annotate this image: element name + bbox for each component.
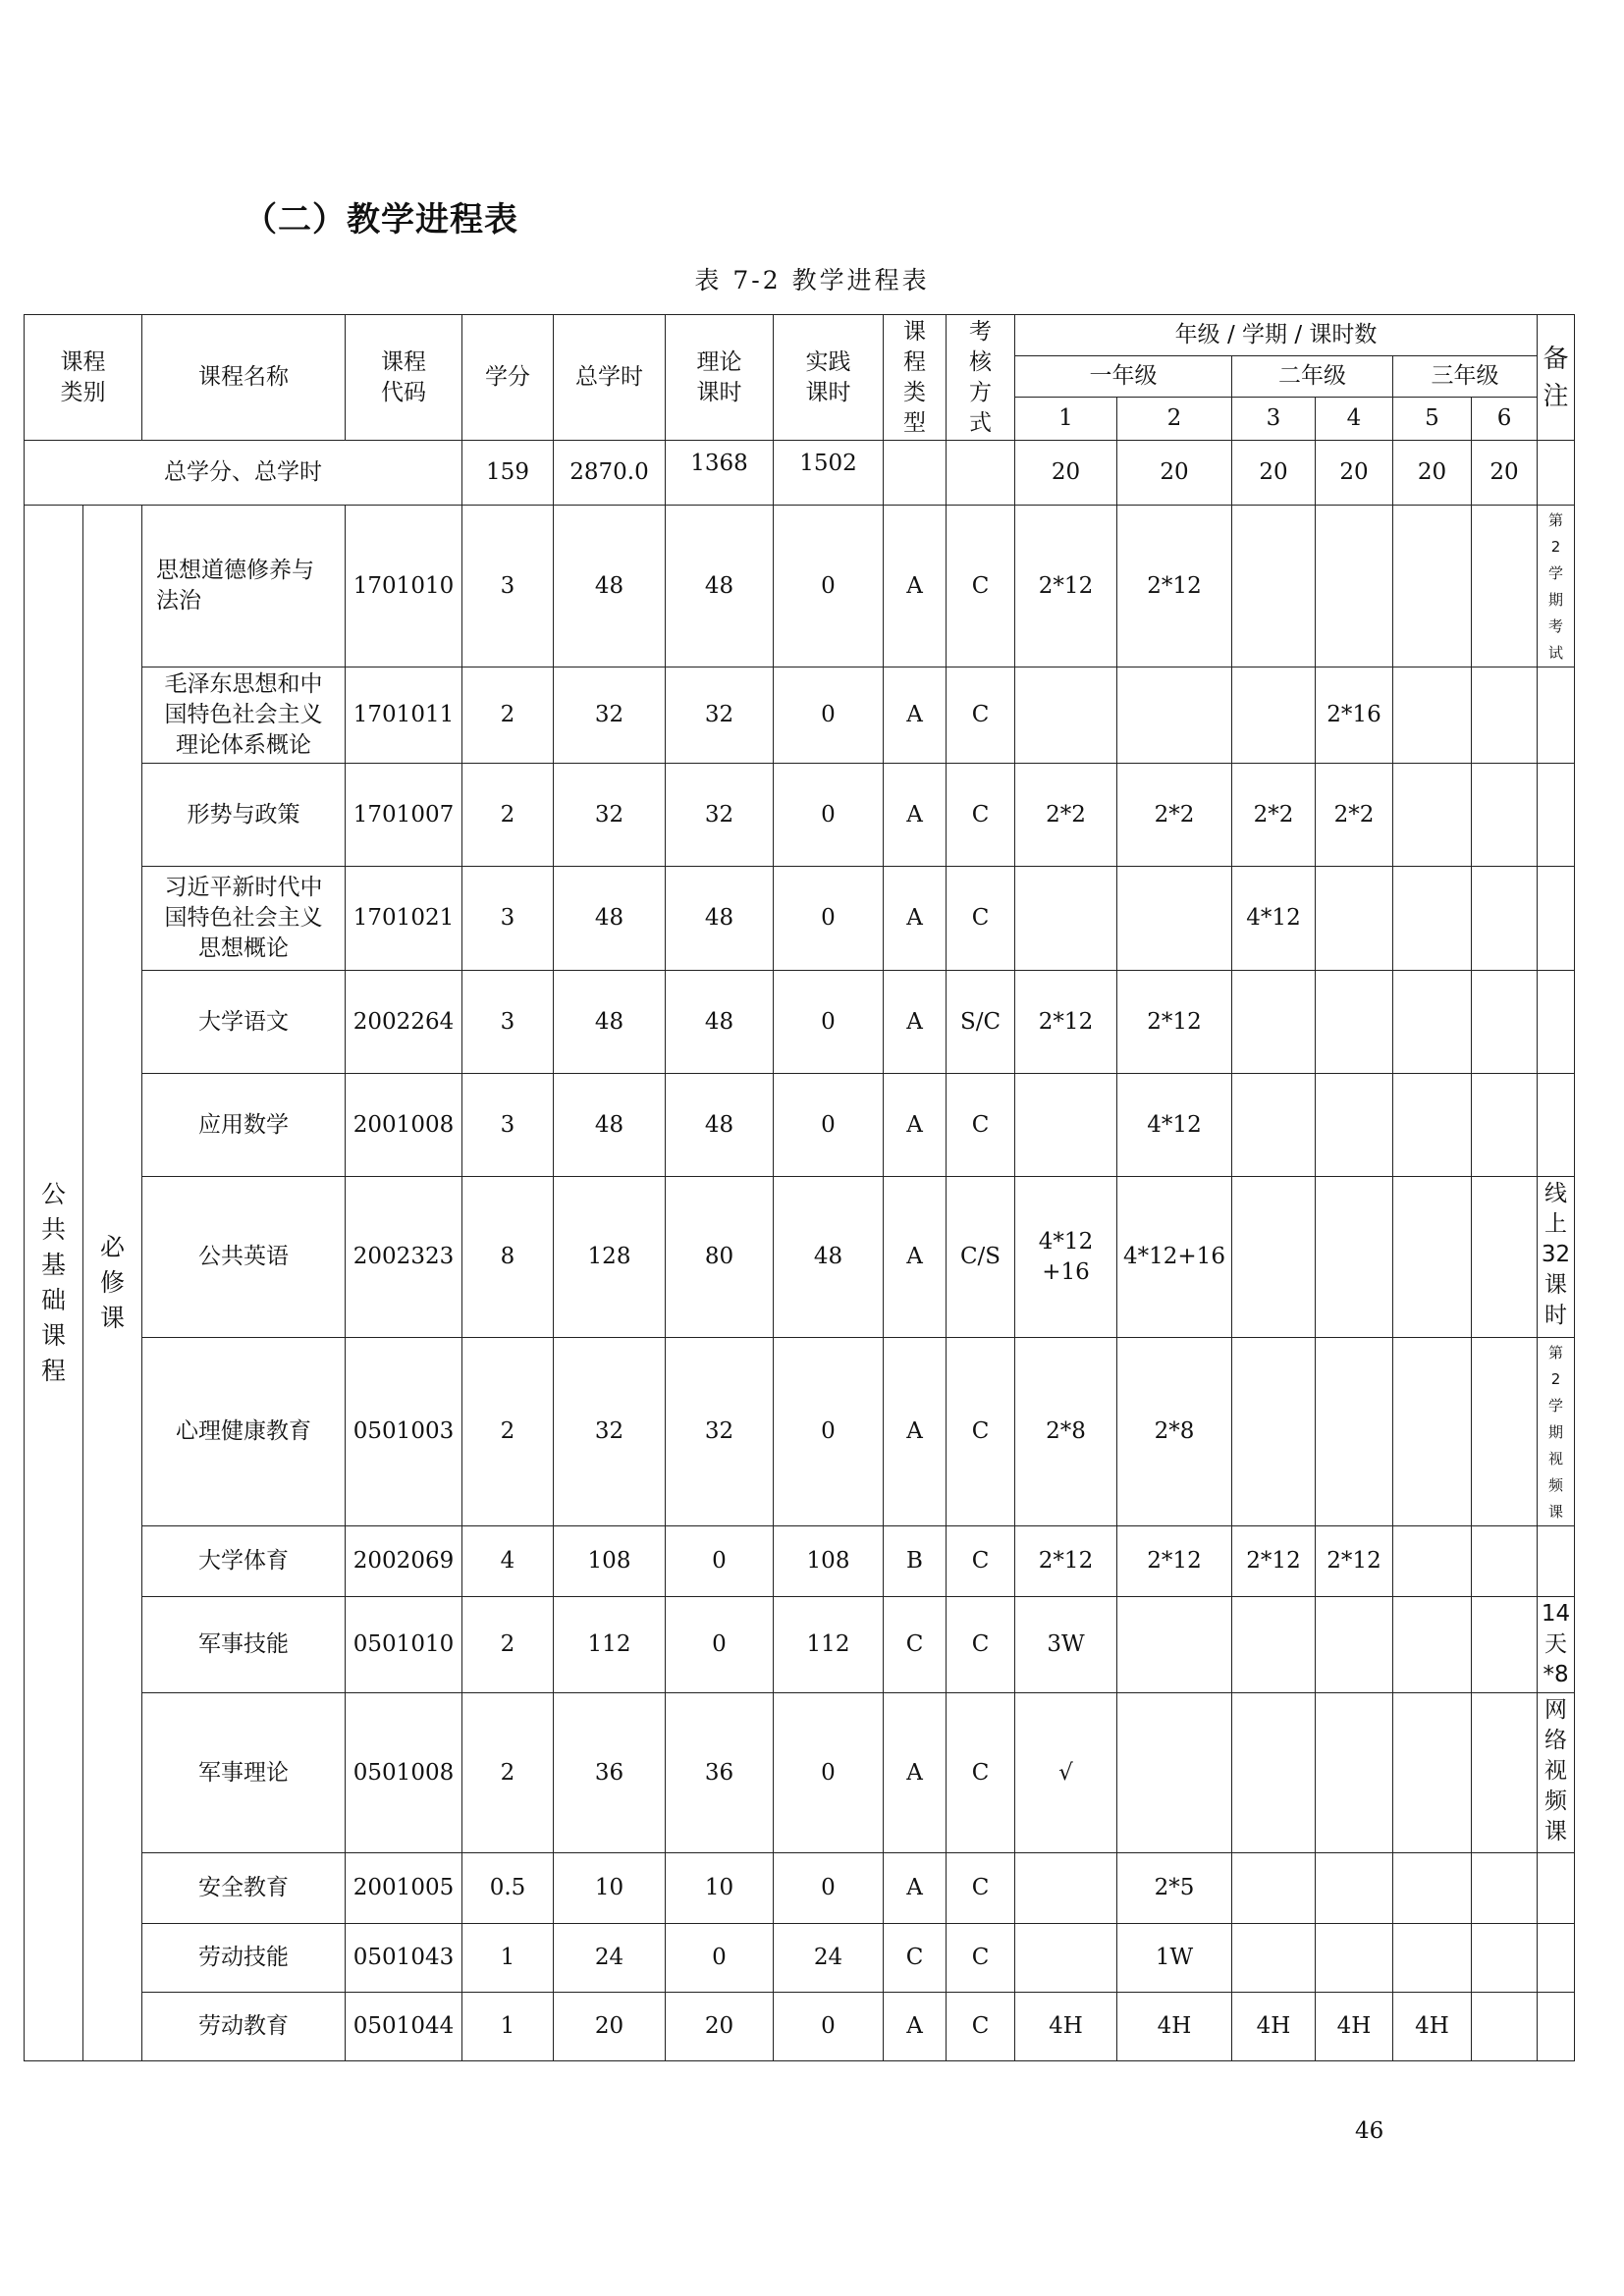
assessment-cell: C/S: [947, 1177, 1015, 1338]
assessment-cell: C: [947, 1993, 1015, 2061]
semester-5-cell: [1393, 506, 1472, 667]
semester-2-cell: 2*12: [1117, 971, 1232, 1074]
header-schedule-group: 年级 / 学期 / 课时数: [1015, 315, 1538, 356]
semester-6-cell: [1472, 1338, 1538, 1526]
course-code-cell: 0501010: [346, 1597, 462, 1693]
total-hours-cell: 36: [554, 1693, 666, 1853]
practice-hours-cell: 0: [774, 1338, 884, 1526]
category-cell: 公 共 基 础 课 程: [25, 506, 83, 2061]
assessment-cell: C: [947, 1597, 1015, 1693]
table-row: [25, 867, 1575, 971]
credit-cell: 3: [462, 1074, 554, 1177]
assessment-cell: C: [947, 1693, 1015, 1853]
page-number: 46: [1355, 2118, 1384, 2144]
course-name-cell: 劳动教育: [142, 1993, 346, 2061]
totals-semester-4: 20: [1316, 441, 1393, 506]
credit-cell: 2: [462, 1338, 554, 1526]
semester-3-cell: [1232, 1074, 1316, 1177]
total-hours-cell: 128: [554, 1177, 666, 1338]
semester-5-cell: [1393, 1338, 1472, 1526]
semester-4-cell: 2*12: [1316, 1526, 1393, 1597]
semester-6-cell: [1472, 506, 1538, 667]
semester-3-cell: [1232, 1853, 1316, 1924]
course-code-cell: 2002323: [346, 1177, 462, 1338]
course-name-cell: 大学体育: [142, 1526, 346, 1597]
teaching-schedule-table: [24, 314, 1575, 2061]
course-type-cell: A: [884, 1993, 947, 2061]
course-type-cell: A: [884, 867, 947, 971]
semester-4-cell: [1316, 1924, 1393, 1993]
semester-1-cell: [1015, 1853, 1117, 1924]
practice-hours-cell: 48: [774, 1177, 884, 1338]
header-course-code: 课程 代码: [346, 315, 462, 441]
course-rows: [25, 506, 1575, 2061]
remark-cell: [1538, 867, 1575, 971]
header-grade-2: 二年级: [1232, 356, 1393, 398]
credit-cell: 0.5: [462, 1853, 554, 1924]
course-name-cell: 劳动技能: [142, 1924, 346, 1993]
remark-cell: 第 2 学 期 视 频 课: [1538, 1338, 1575, 1526]
course-type-cell: A: [884, 1338, 947, 1526]
table-row: [25, 764, 1575, 867]
course-code-cell: 1701010: [346, 506, 462, 667]
remark-cell: 第 2 学 期 考 试: [1538, 506, 1575, 667]
theory-hours-cell: 0: [666, 1597, 774, 1693]
practice-hours-cell: 0: [774, 764, 884, 867]
course-type-cell: A: [884, 764, 947, 867]
semester-5-cell: [1393, 1853, 1472, 1924]
remark-cell: [1538, 1993, 1575, 2061]
header-semester-6: 6: [1472, 398, 1538, 441]
practice-hours-cell: 0: [774, 971, 884, 1074]
semester-1-cell: 4H: [1015, 1993, 1117, 2061]
header-course-type: 课 程 类 型: [884, 315, 947, 441]
assessment-cell: C: [947, 1853, 1015, 1924]
semester-5-cell: [1393, 867, 1472, 971]
practice-hours-cell: 0: [774, 506, 884, 667]
semester-5-cell: [1393, 764, 1472, 867]
semester-2-cell: [1117, 1693, 1232, 1853]
assessment-cell: C: [947, 764, 1015, 867]
totals-row: [25, 441, 1575, 506]
semester-2-cell: [1117, 1597, 1232, 1693]
semester-4-cell: [1316, 971, 1393, 1074]
semester-2-cell: 2*12: [1117, 506, 1232, 667]
course-name-cell: 大学语文: [142, 971, 346, 1074]
semester-6-cell: [1472, 1526, 1538, 1597]
semester-2-cell: 2*5: [1117, 1853, 1232, 1924]
remark-cell: 14 天 *8: [1538, 1597, 1575, 1693]
table-row: [25, 667, 1575, 764]
semester-1-cell: √: [1015, 1693, 1117, 1853]
semester-3-cell: 2*12: [1232, 1526, 1316, 1597]
header-credit: 学分: [462, 315, 554, 441]
credit-cell: 3: [462, 867, 554, 971]
course-code-cell: 2001008: [346, 1074, 462, 1177]
remark-cell: [1538, 1924, 1575, 1993]
semester-6-cell: [1472, 764, 1538, 867]
header-semester-2: 2: [1117, 398, 1232, 441]
semester-3-cell: [1232, 667, 1316, 764]
theory-hours-cell: 20: [666, 1993, 774, 2061]
course-code-cell: 1701021: [346, 867, 462, 971]
table-row: [25, 1693, 1575, 1853]
header-assessment: 考 核 方 式: [947, 315, 1015, 441]
total-hours-cell: 108: [554, 1526, 666, 1597]
table-row: [25, 971, 1575, 1074]
semester-6-cell: [1472, 1597, 1538, 1693]
semester-3-cell: [1232, 1693, 1316, 1853]
table-caption: 表 7-2 教学进程表: [694, 266, 930, 294]
semester-3-cell: [1232, 1597, 1316, 1693]
header-category: 课程 类别: [25, 315, 142, 441]
semester-2-cell: 2*2: [1117, 764, 1232, 867]
semester-1-cell: 4*12 +16: [1015, 1177, 1117, 1338]
semester-3-cell: [1232, 1924, 1316, 1993]
course-code-cell: 0501043: [346, 1924, 462, 1993]
totals-assessment: [947, 441, 1015, 506]
assessment-cell: C: [947, 1074, 1015, 1177]
semester-6-cell: [1472, 1993, 1538, 2061]
semester-6-cell: [1472, 1693, 1538, 1853]
assessment-cell: S/C: [947, 971, 1015, 1074]
remark-cell: [1538, 1074, 1575, 1177]
theory-hours-cell: 10: [666, 1853, 774, 1924]
semester-6-cell: [1472, 1177, 1538, 1338]
header-semester-5: 5: [1393, 398, 1472, 441]
semester-3-cell: [1232, 1338, 1316, 1526]
table-row: [25, 1853, 1575, 1924]
semester-6-cell: [1472, 1853, 1538, 1924]
subcategory-cell: 必 修 课: [83, 506, 142, 2061]
header-semester-3: 3: [1232, 398, 1316, 441]
practice-hours-cell: 0: [774, 867, 884, 971]
header-theory-hours: 理论 课时: [666, 315, 774, 441]
semester-5-cell: [1393, 1526, 1472, 1597]
course-code-cell: 1701007: [346, 764, 462, 867]
table-row: [25, 1177, 1575, 1338]
semester-5-cell: [1393, 1597, 1472, 1693]
course-type-cell: A: [884, 1853, 947, 1924]
theory-hours-cell: 32: [666, 1338, 774, 1526]
total-hours-cell: 48: [554, 971, 666, 1074]
header-row-1: [25, 315, 1575, 356]
semester-4-cell: [1316, 1338, 1393, 1526]
remark-cell: [1538, 667, 1575, 764]
table-row: [25, 1993, 1575, 2061]
theory-hours-cell: 80: [666, 1177, 774, 1338]
semester-1-cell: 2*12: [1015, 1526, 1117, 1597]
semester-5-cell: [1393, 1177, 1472, 1338]
course-type-cell: A: [884, 971, 947, 1074]
totals-theory-hours: 1368: [666, 441, 774, 506]
course-type-cell: A: [884, 1177, 947, 1338]
semester-3-cell: [1232, 971, 1316, 1074]
practice-hours-cell: 0: [774, 1993, 884, 2061]
practice-hours-cell: 24: [774, 1924, 884, 1993]
credit-cell: 3: [462, 971, 554, 1074]
table-row: [25, 1074, 1575, 1177]
semester-6-cell: [1472, 971, 1538, 1074]
total-hours-cell: 48: [554, 1074, 666, 1177]
course-code-cell: 2002069: [346, 1526, 462, 1597]
table-row: [25, 506, 1575, 667]
course-name-cell: 思想道德修养与 法治: [142, 506, 346, 667]
course-code-cell: 1701011: [346, 667, 462, 764]
theory-hours-cell: 0: [666, 1924, 774, 1993]
header-remark: 备 注: [1538, 315, 1575, 441]
semester-4-cell: [1316, 506, 1393, 667]
remark-cell: [1538, 1853, 1575, 1924]
credit-cell: 4: [462, 1526, 554, 1597]
course-name-cell: 毛泽东思想和中 国特色社会主义 理论体系概论: [142, 667, 346, 764]
remark-cell: 线 上 32 课 时: [1538, 1177, 1575, 1338]
credit-cell: 8: [462, 1177, 554, 1338]
semester-1-cell: 2*12: [1015, 971, 1117, 1074]
semester-1-cell: 2*8: [1015, 1338, 1117, 1526]
credit-cell: 2: [462, 1597, 554, 1693]
course-code-cell: 0501003: [346, 1338, 462, 1526]
practice-hours-cell: 0: [774, 667, 884, 764]
assessment-cell: C: [947, 667, 1015, 764]
assessment-cell: C: [947, 1338, 1015, 1526]
semester-2-cell: 2*8: [1117, 1338, 1232, 1526]
semester-5-cell: 4H: [1393, 1993, 1472, 2061]
credit-cell: 2: [462, 764, 554, 867]
semester-2-cell: 4*12+16: [1117, 1177, 1232, 1338]
theory-hours-cell: 32: [666, 667, 774, 764]
course-type-cell: A: [884, 1074, 947, 1177]
semester-3-cell: [1232, 1177, 1316, 1338]
totals-semester-6: 20: [1472, 441, 1538, 506]
totals-total-hours: 2870.0: [554, 441, 666, 506]
semester-5-cell: [1393, 667, 1472, 764]
totals-semester-2: 20: [1117, 441, 1232, 506]
course-name-cell: 安全教育: [142, 1853, 346, 1924]
table-row: [25, 1924, 1575, 1993]
semester-1-cell: 2*12: [1015, 506, 1117, 667]
semester-1-cell: 2*2: [1015, 764, 1117, 867]
credit-cell: 1: [462, 1924, 554, 1993]
semester-4-cell: [1316, 1177, 1393, 1338]
header-course-name: 课程名称: [142, 315, 346, 441]
semester-1-cell: [1015, 667, 1117, 764]
theory-hours-cell: 48: [666, 867, 774, 971]
course-name-cell: 形势与政策: [142, 764, 346, 867]
course-type-cell: C: [884, 1924, 947, 1993]
semester-1-cell: [1015, 867, 1117, 971]
theory-hours-cell: 48: [666, 506, 774, 667]
assessment-cell: C: [947, 1526, 1015, 1597]
practice-hours-cell: 108: [774, 1526, 884, 1597]
remark-cell: [1538, 1526, 1575, 1597]
course-name-cell: 公共英语: [142, 1177, 346, 1338]
assessment-cell: C: [947, 867, 1015, 971]
theory-hours-cell: 0: [666, 1526, 774, 1597]
course-type-cell: A: [884, 1693, 947, 1853]
semester-4-cell: 4H: [1316, 1993, 1393, 2061]
header-practice-hours: 实践 课时: [774, 315, 884, 441]
table-row: [25, 1597, 1575, 1693]
practice-hours-cell: 0: [774, 1074, 884, 1177]
semester-6-cell: [1472, 1074, 1538, 1177]
semester-1-cell: [1015, 1074, 1117, 1177]
theory-hours-cell: 36: [666, 1693, 774, 1853]
table-row: [25, 1338, 1575, 1526]
theory-hours-cell: 48: [666, 971, 774, 1074]
totals-remark: [1538, 441, 1575, 506]
semester-3-cell: 4*12: [1232, 867, 1316, 971]
header-grade-3: 三年级: [1393, 356, 1538, 398]
header-grade-1: 一年级: [1015, 356, 1232, 398]
totals-semester-5: 20: [1393, 441, 1472, 506]
semester-6-cell: [1472, 667, 1538, 764]
credit-cell: 1: [462, 1993, 554, 2061]
semester-4-cell: 2*2: [1316, 764, 1393, 867]
semester-4-cell: 2*16: [1316, 667, 1393, 764]
totals-semester-1: 20: [1015, 441, 1117, 506]
totals-practice-hours: 1502: [774, 441, 884, 506]
practice-hours-cell: 0: [774, 1853, 884, 1924]
theory-hours-cell: 48: [666, 1074, 774, 1177]
semester-2-cell: 4*12: [1117, 1074, 1232, 1177]
total-hours-cell: 32: [554, 667, 666, 764]
semester-5-cell: [1393, 1074, 1472, 1177]
totals-credit: 159: [462, 441, 554, 506]
assessment-cell: C: [947, 1924, 1015, 1993]
semester-4-cell: [1316, 1597, 1393, 1693]
practice-hours-cell: 0: [774, 1693, 884, 1853]
semester-6-cell: [1472, 867, 1538, 971]
semester-3-cell: 4H: [1232, 1993, 1316, 2061]
remark-cell: 网 络 视 频 课: [1538, 1693, 1575, 1853]
semester-4-cell: [1316, 1853, 1393, 1924]
theory-hours-cell: 32: [666, 764, 774, 867]
semester-2-cell: [1117, 867, 1232, 971]
semester-1-cell: [1015, 1924, 1117, 1993]
total-hours-cell: 32: [554, 1338, 666, 1526]
course-name-cell: 应用数学: [142, 1074, 346, 1177]
table-row: [25, 1526, 1575, 1597]
semester-2-cell: 4H: [1117, 1993, 1232, 2061]
semester-2-cell: 1W: [1117, 1924, 1232, 1993]
credit-cell: 2: [462, 667, 554, 764]
header-semester-4: 4: [1316, 398, 1393, 441]
course-code-cell: 0501008: [346, 1693, 462, 1853]
total-hours-cell: 48: [554, 867, 666, 971]
course-name-cell: 心理健康教育: [142, 1338, 346, 1526]
course-name-cell: 军事理论: [142, 1693, 346, 1853]
course-name-cell: 习近平新时代中 国特色社会主义 思想概论: [142, 867, 346, 971]
semester-5-cell: [1393, 1693, 1472, 1853]
section-title: （二）教学进程表: [244, 200, 518, 240]
total-hours-cell: 32: [554, 764, 666, 867]
course-code-cell: 2001005: [346, 1853, 462, 1924]
semester-5-cell: [1393, 1924, 1472, 1993]
remark-cell: [1538, 764, 1575, 867]
semester-5-cell: [1393, 971, 1472, 1074]
total-hours-cell: 20: [554, 1993, 666, 2061]
totals-semester-3: 20: [1232, 441, 1316, 506]
semester-2-cell: 2*12: [1117, 1526, 1232, 1597]
semester-2-cell: [1117, 667, 1232, 764]
semester-6-cell: [1472, 1924, 1538, 1993]
total-hours-cell: 10: [554, 1853, 666, 1924]
credit-cell: 2: [462, 1693, 554, 1853]
semester-4-cell: [1316, 1693, 1393, 1853]
course-code-cell: 0501044: [346, 1993, 462, 2061]
remark-cell: [1538, 971, 1575, 1074]
semester-1-cell: 3W: [1015, 1597, 1117, 1693]
course-type-cell: A: [884, 506, 947, 667]
total-hours-cell: 112: [554, 1597, 666, 1693]
semester-4-cell: [1316, 1074, 1393, 1177]
course-type-cell: C: [884, 1597, 947, 1693]
practice-hours-cell: 112: [774, 1597, 884, 1693]
credit-cell: 3: [462, 506, 554, 667]
course-name-cell: 军事技能: [142, 1597, 346, 1693]
totals-label: 总学分、总学时: [25, 441, 462, 506]
course-type-cell: B: [884, 1526, 947, 1597]
course-code-cell: 2002264: [346, 971, 462, 1074]
total-hours-cell: 48: [554, 506, 666, 667]
semester-4-cell: [1316, 867, 1393, 971]
total-hours-cell: 24: [554, 1924, 666, 1993]
header-total-hours: 总学时: [554, 315, 666, 441]
totals-course-type: [884, 441, 947, 506]
semester-3-cell: [1232, 506, 1316, 667]
course-type-cell: A: [884, 667, 947, 764]
semester-3-cell: 2*2: [1232, 764, 1316, 867]
header-semester-1: 1: [1015, 398, 1117, 441]
assessment-cell: C: [947, 506, 1015, 667]
